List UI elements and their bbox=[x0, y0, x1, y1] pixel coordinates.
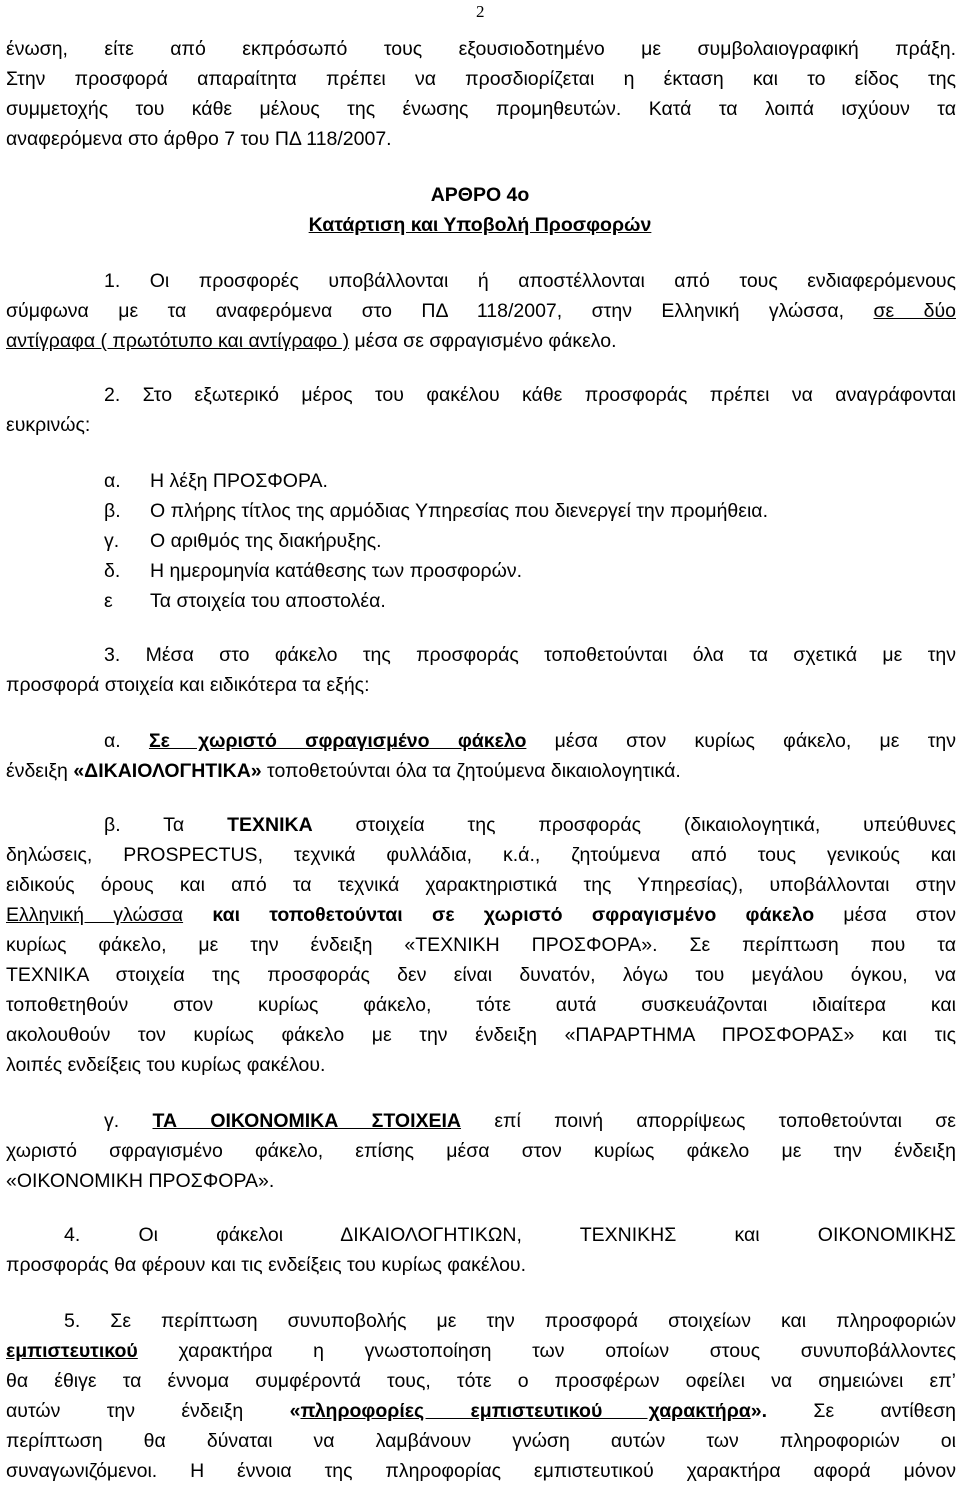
p3-c1-bold: ΤΑ ΟΙΚΟΝΟΜΙΚΑ ΣΤΟΙΧΕΙΑ bbox=[152, 1110, 462, 1132]
article-title: ΑΡΘΡΟ 4ο bbox=[430, 184, 530, 206]
p1-line-2-underlined: σε δύο bbox=[873, 300, 956, 322]
p2-line-1: 2. Στο εξωτερικό μέρος του φακέλου κάθε προσφοράς πρέπει να αναγράφονται bbox=[104, 384, 956, 406]
p3-b4-underlined: Ελληνική γλώσσα bbox=[6, 904, 184, 926]
p3-b1-rest: στοιχεία της προσφοράς (δικαιολογητικά, υπεύθυνες bbox=[312, 814, 956, 836]
p3-c-line-3: «ΟΙΚΟΝΟΜΙΚΗ ΠΡΟΣΦΟΡΑ». bbox=[6, 1170, 275, 1192]
p3-b-line-1 bbox=[104, 810, 956, 840]
list-item-text: Η ημερομηνία κατάθεσης των προσφορών. bbox=[150, 560, 523, 582]
p5-line-2 bbox=[6, 1336, 956, 1366]
list-item-text: Η λέξη ΠΡΟΣΦΟΡΑ. bbox=[150, 470, 328, 492]
p3-a2-rest: τοποθετούνται όλα τα ζητούμενα δικαιολογητικά. bbox=[261, 760, 681, 782]
list-item bbox=[104, 496, 768, 526]
p4-line-2: προσφοράς θα φέρουν και τις ενδείξεις του κυρίως φακέλου. bbox=[6, 1254, 526, 1276]
p3-b-line-7: τοποθετηθούν στον κυρίως φάκελο, τότε αυτά συσκευάζονται ιδιαίτερα και bbox=[6, 994, 956, 1016]
intro-line-3: συμμετοχής του κάθε μέλους της ένωσης προμηθευτών. Κατά τα λοιπά ισχύουν τα bbox=[6, 98, 956, 120]
p3-b4-rest: μέσα στον bbox=[814, 904, 956, 926]
p5-l4-quote-close: ». bbox=[750, 1400, 768, 1422]
p3-b1-pre: β. Τα bbox=[104, 814, 228, 836]
p3-b-line-5: κυρίως φάκελο, με την ένδειξη «ΤΕΧΝΙΚΗ ΠΡΟΣΦΟΡΑ». Σε περίπτωση που τα bbox=[6, 934, 956, 956]
p5-l4-rest: Σε αντίθεση bbox=[767, 1400, 956, 1422]
list-item bbox=[104, 556, 522, 586]
p2-line-2: ευκρινώς: bbox=[6, 414, 91, 436]
p3-b-line-6: ΤΕΧΝΙΚΑ στοιχεία της προσφοράς δεν είναι δυνατόν, λόγω του μεγάλου όγκου, να bbox=[6, 964, 956, 986]
p1-line-3 bbox=[6, 326, 956, 356]
p1-line-3-underlined: αντίγραφα ( πρωτότυπο και αντίγραφο ) bbox=[6, 330, 350, 352]
p3-c1-pre: γ. bbox=[104, 1110, 153, 1132]
p3-b-line-8: ακολουθούν τον κυρίως φάκελο με την ένδειξη «ΠΑΡΑΡΤΗΜΑ ΠΡΟΣΦΟΡΑΣ» και τις bbox=[6, 1024, 956, 1046]
intro-line-2: Στην προσφορά απαραίτητα πρέπει να προσδιορίζεται η έκταση και το είδος της bbox=[6, 68, 956, 90]
p3-a2-pre: ένδειξη bbox=[6, 760, 74, 782]
p1-line-1: 1. Οι προσφορές υποβάλλονται ή αποστέλλονται από τους ενδιαφερόμενους bbox=[104, 270, 956, 292]
p3-a-rest: μέσα στον κυρίως φάκελο, με την bbox=[526, 730, 956, 752]
p3-c-line-1 bbox=[104, 1106, 956, 1136]
p3-b-line-4 bbox=[6, 900, 956, 930]
p5-l4-quote-open: « bbox=[289, 1400, 301, 1422]
p3-b-line-2: δηλώσεις, PROSPECTUS, τεχνικά φυλλάδια, κ.ά., ζητούμενα από τους γενικούς και bbox=[6, 844, 956, 866]
p3-c1-rest: επί ποινή απορρίψεως τοποθετούνται σε bbox=[461, 1110, 956, 1132]
article-subtitle: Κατάρτιση και Υποβολή Προσφορών bbox=[308, 214, 652, 236]
p3-b-line-3: ειδικούς όρους και από τα τεχνικά χαρακτηριστικά της Υπηρεσίας), υποβάλλονται στην bbox=[6, 874, 956, 896]
p5-line-6: συναγωνιζόμενοι. Η έννοια της πληροφορίας εμπιστευτικού χαρακτήρα αφορά μόνον bbox=[6, 1460, 956, 1482]
list-item-label: ε bbox=[104, 590, 113, 612]
p3-b-line-9: λοιπές ενδείξεις του κυρίως φακέλου. bbox=[6, 1054, 326, 1076]
list-item-label: δ. bbox=[104, 560, 121, 582]
p4-line-1: 4. Οι φάκελοι ΔΙΚΑΙΟΛΟΓΗΤΙΚΩΝ, ΤΕΧΝΙΚΗΣ και ΟΙΚΟΝΟΜΙΚΗΣ bbox=[64, 1224, 956, 1246]
p5-l4-bold-underlined: πληροφορίες εμπιστευτικού χαρακτήρα bbox=[300, 1400, 751, 1422]
p3-a-bold: Σε χωριστό σφραγισμένο φάκελο bbox=[148, 730, 527, 752]
list-item bbox=[104, 466, 328, 496]
list-item bbox=[104, 586, 386, 616]
list-item-text: Ο πλήρης τίτλος της αρμόδιας Υπηρεσίας που διενεργεί την προμήθεια. bbox=[150, 500, 768, 522]
list-item bbox=[104, 526, 382, 556]
p3-c-line-2: χωριστό σφραγισμένο φάκελο, επίσης μέσα στον κυρίως φάκελο με την ένδειξη bbox=[6, 1140, 956, 1162]
list-item-label: α. bbox=[104, 470, 121, 492]
p3-a-line-1 bbox=[104, 726, 956, 756]
p3-a2-bold: «ΔΙΚΑΙΟΛΟΓΗΤΙΚΑ» bbox=[73, 760, 262, 782]
p5-l2-bold-underlined: εμπιστευτικού bbox=[6, 1340, 138, 1362]
p3-b4-bold: και τοποθετούνται σε χωριστό σφραγισμένο φάκελο bbox=[183, 904, 815, 926]
p1-line-2-text: σύμφωνα με τα αναφερόμενα στο ΠΔ 118/2007, στην Ελληνική γλώσσα, bbox=[6, 300, 874, 322]
list-item-text: Τα στοιχεία του αποστολέα. bbox=[150, 590, 386, 612]
p3-b1-bold: ΤΕΧΝΙΚΑ bbox=[227, 814, 313, 836]
p3-a-label: α. bbox=[104, 730, 149, 752]
p3-line-2: προσφορά στοιχεία και ειδικότερα τα εξής: bbox=[6, 674, 370, 696]
list-item-text: Ο αριθμός της διακήρυξης. bbox=[150, 530, 382, 552]
page-number: 2 bbox=[476, 2, 485, 21]
p5-l4-pre: αυτών την ένδειξη bbox=[6, 1400, 290, 1422]
p5-line-5: περίπτωση θα δύναται να λαμβάνουν γνώση αυτών των πληροφοριών οι bbox=[6, 1430, 956, 1452]
list-item-label: γ. bbox=[104, 530, 120, 552]
intro-line-4: αναφερόμενα στο άρθρο 7 του ΠΔ 118/2007. bbox=[6, 128, 392, 150]
p5-line-3: θα έθιγε τα έννομα συμφέροντά τους, τότε ο προσφέρων οφείλει να σημειώνει επ’ bbox=[6, 1370, 956, 1392]
p5-l2-rest: χαρακτήρα η γνωστοποίηση των οποίων στους συνυποβάλλοντες bbox=[137, 1340, 956, 1362]
p5-line-1: 5. Σε περίπτωση συνυποβολής με την προσφορά στοιχείων και πληροφοριών bbox=[64, 1310, 956, 1332]
p3-a-line-2 bbox=[6, 756, 956, 786]
intro-line-1: ένωση, είτε από εκπρόσωπό τους εξουσιοδοτημένο με συμβολαιογραφική πράξη. bbox=[6, 38, 956, 60]
p3-line-1: 3. Μέσα στο φάκελο της προσφοράς τοποθετούνται όλα τα σχετικά με την bbox=[104, 644, 956, 666]
p1-line-3-text: μέσα σε σφραγισμένο φάκελο. bbox=[349, 330, 617, 352]
p1-line-2 bbox=[6, 296, 956, 326]
list-item-label: β. bbox=[104, 500, 121, 522]
p5-line-4 bbox=[6, 1396, 956, 1426]
